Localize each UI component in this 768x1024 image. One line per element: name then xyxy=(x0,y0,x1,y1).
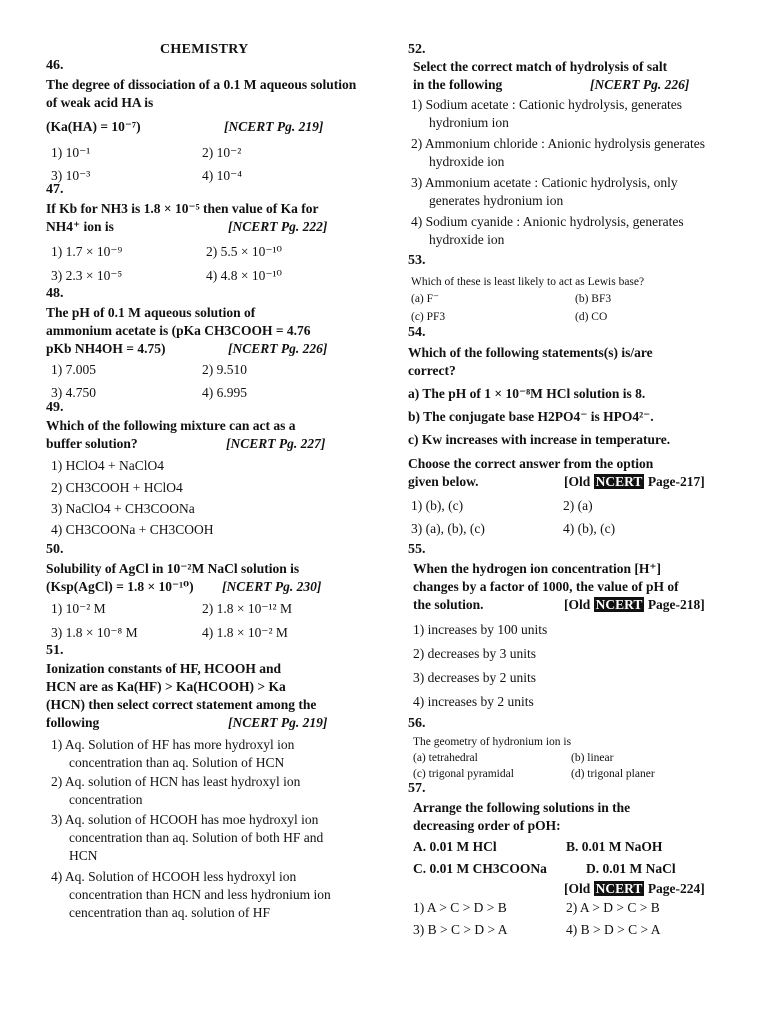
subject-heading: CHEMISTRY xyxy=(160,42,249,57)
q55-stem-line1: When the hydrogen ion concentration [H⁺] xyxy=(413,561,662,576)
q46-option-3: 3) 10⁻³ xyxy=(51,168,91,183)
q50-option-3: 3) 1.8 × 10⁻⁸ M xyxy=(51,625,138,640)
q52-reference: [NCERT Pg. 226] xyxy=(590,77,690,92)
q49-option-1: 1) HClO4 + NaClO4 xyxy=(51,458,164,473)
q48-stem-line3: pKb NH4OH = 4.75) xyxy=(46,341,166,356)
q52-option-2: 2) Ammonium chloride : Anionic hydrolysis generates hydroxide ion xyxy=(411,136,705,169)
q48-number: 48. xyxy=(46,286,64,301)
q50-option-2: 2) 1.8 × 10⁻¹² M xyxy=(202,601,292,616)
q49-stem-line1: Which of the following mixture can act as a xyxy=(46,418,296,433)
q51-reference: [NCERT Pg. 219] xyxy=(228,715,328,730)
q57-number: 57. xyxy=(408,781,426,796)
q56-stem: The geometry of hydronium ion is xyxy=(413,736,572,748)
q46-given: (Ka(HA) = 10⁻⁷) xyxy=(46,119,141,134)
q52-option-1: 1) Sodium acetate : Cationic hydrolysis, generates hydronium ion xyxy=(411,97,683,130)
q51-option-4: 4) Aq. Solution of HCOOH less hydroxyl ion concentration than HCN and less hydronium ion cencentration than aq. solution of HF xyxy=(51,869,331,920)
q56-number: 56. xyxy=(408,716,426,731)
q55-stem-line2: changes by a factor of 1000, the value of pH of xyxy=(413,579,679,594)
q55-stem-line3: the solution. xyxy=(413,597,484,612)
q53-option-a: (a) F⁻ xyxy=(411,293,440,305)
q56-option-a: (a) tetrahedral xyxy=(413,752,478,764)
q57-stem-line2: decreasing order of pOH: xyxy=(413,818,561,833)
q57-stem-line1: Arrange the following solutions in the xyxy=(413,800,631,815)
q49-option-2: 2) CH3COOH + HClO4 xyxy=(51,480,183,495)
q57-solution-a: A. 0.01 M HCl xyxy=(413,839,497,854)
q47-option-4: 4) 4.8 × 10⁻¹⁰ xyxy=(206,268,282,283)
q53-number: 53. xyxy=(408,253,426,268)
q52-option-4: 4) Sodium cyanide : Anionic hydrolysis, generates hydroxide ion xyxy=(411,214,684,247)
q51-option-3: 3) Aq. solution of HCOOH has moe hydroxyl ion concentration than aq. Solution of both HF and HCN xyxy=(51,812,324,863)
q47-stem-line2: NH4⁺ ion is xyxy=(46,219,114,234)
q49-number: 49. xyxy=(46,400,64,415)
q57-option-3: 3) B > C > D > A xyxy=(413,922,508,937)
q54-stem-line2: correct? xyxy=(408,363,456,378)
q48-stem-line1: The pH of 0.1 M aqueous solution of xyxy=(46,305,256,320)
q49-reference: [NCERT Pg. 227] xyxy=(226,436,326,451)
q51-stem-line4: following xyxy=(46,715,100,730)
q48-reference: [NCERT Pg. 226] xyxy=(228,341,328,356)
q57-option-4: 4) B > D > C > A xyxy=(566,922,661,937)
q52-number: 52. xyxy=(408,42,426,57)
q57-reference: [Old NCERT Page-224] xyxy=(564,881,705,896)
q54-number: 54. xyxy=(408,325,426,340)
q47-option-2: 2) 5.5 × 10⁻¹⁰ xyxy=(206,244,282,259)
q54-reference: [Old NCERT Page-217] xyxy=(564,474,705,489)
q50-reference: [NCERT Pg. 230] xyxy=(222,579,322,594)
q52-option-3: 3) Ammonium acetate : Cationic hydrolysis, only generates hydronium ion xyxy=(411,175,678,208)
q54-statement-b: b) The conjugate base H2PO4⁻ is HPO4²⁻. xyxy=(408,409,654,424)
q48-stem-line2: ammonium acetate is (pKa CH3COOH = 4.76 xyxy=(46,323,311,338)
q48-option-2: 2) 9.510 xyxy=(202,362,247,377)
q56-option-d: (d) trigonal planer xyxy=(571,768,655,780)
q49-option-3: 3) NaClO4 + CH3COONa xyxy=(51,501,195,516)
q54-option-1: 1) (b), (c) xyxy=(411,498,464,513)
q50-stem-line2: (Ksp(AgCl) = 1.8 × 10⁻¹⁰) xyxy=(46,579,194,594)
q56-option-b: (b) linear xyxy=(571,752,614,764)
q54-statement-c: c) Kw increases with increase in temperature. xyxy=(408,432,671,447)
q57-solution-c: C. 0.01 M CH3COONa xyxy=(413,861,547,876)
q55-option-4: 4) increases by 2 units xyxy=(413,694,534,709)
q47-number: 47. xyxy=(46,182,64,197)
q50-number: 50. xyxy=(46,542,64,557)
q55-reference: [Old NCERT Page-218] xyxy=(564,597,705,612)
q52-stem-line2: in the following xyxy=(413,77,503,92)
q46-option-4: 4) 10⁻⁴ xyxy=(202,168,242,183)
q56-option-c: (c) trigonal pyramidal xyxy=(413,768,514,780)
q57-solution-d: D. 0.01 M NaCl xyxy=(586,861,676,876)
q54-choose-line1: Choose the correct answer from the option xyxy=(408,456,654,471)
q54-choose-line2: given below. xyxy=(408,474,479,489)
q57-solution-b: B. 0.01 M NaOH xyxy=(566,839,663,854)
q54-option-2: 2) (a) xyxy=(563,498,593,513)
q46-stem: The degree of dissociation of a 0.1 M aqueous solution of weak acid HA is xyxy=(46,77,357,110)
q46-option-2: 2) 10⁻² xyxy=(202,145,242,160)
q47-option-3: 3) 2.3 × 10⁻⁵ xyxy=(51,268,123,283)
q55-option-2: 2) decreases by 3 units xyxy=(413,646,536,661)
q48-option-1: 1) 7.005 xyxy=(51,362,96,377)
q51-stem-line3: (HCN) then select correct statement among the xyxy=(46,697,317,712)
q47-reference: [NCERT Pg. 222] xyxy=(228,219,328,234)
q47-stem-line1: If Kb for NH3 is 1.8 × 10⁻⁵ then value of Ka for xyxy=(46,201,319,216)
q53-option-c: (c) PF3 xyxy=(411,311,446,323)
q53-option-d: (d) CO xyxy=(575,311,608,323)
q57-option-1: 1) A > C > D > B xyxy=(413,900,507,915)
q54-option-4: 4) (b), (c) xyxy=(563,521,616,536)
q48-option-3: 3) 4.750 xyxy=(51,385,96,400)
q48-option-4: 4) 6.995 xyxy=(202,385,247,400)
q50-stem-line1: Solubility of AgCl in 10⁻²M NaCl solution is xyxy=(46,561,300,576)
q55-number: 55. xyxy=(408,542,426,557)
q53-option-b: (b) BF3 xyxy=(575,293,612,305)
q55-option-3: 3) decreases by 2 units xyxy=(413,670,536,685)
q51-option-2: 2) Aq. solution of HCN has least hydroxyl ion concentration xyxy=(51,774,301,807)
q50-option-1: 1) 10⁻² M xyxy=(51,601,106,616)
q57-option-2: 2) A > D > C > B xyxy=(566,900,660,915)
q51-stem-line2: HCN are as Ka(HF) > Ka(HCOOH) > Ka xyxy=(46,679,286,694)
q54-option-3: 3) (a), (b), (c) xyxy=(411,521,485,536)
q49-stem-line2: buffer solution? xyxy=(46,436,138,451)
q54-statement-a: a) The pH of 1 × 10⁻⁸M HCl solution is 8. xyxy=(408,386,646,401)
q52-stem-line1: Select the correct match of hydrolysis of salt xyxy=(413,59,668,74)
q51-stem-line1: Ionization constants of HF, HCOOH and xyxy=(46,661,282,676)
q49-option-4: 4) CH3COONa + CH3COOH xyxy=(51,522,214,537)
q47-option-1: 1) 1.7 × 10⁻⁹ xyxy=(51,244,123,259)
q53-stem: Which of these is least likely to act as Lewis base? xyxy=(411,276,645,288)
q54-stem-line1: Which of the following statements(s) is/are xyxy=(408,345,653,360)
q51-option-1: 1) Aq. Solution of HF has more hydroxyl ion concentration than aq. Solution of HCN xyxy=(51,737,295,770)
q46-number: 46. xyxy=(46,58,64,73)
q51-number: 51. xyxy=(46,643,64,658)
q55-option-1: 1) increases by 100 units xyxy=(413,622,548,637)
q46-option-1: 1) 10⁻¹ xyxy=(51,145,91,160)
q50-option-4: 4) 1.8 × 10⁻² M xyxy=(202,625,288,640)
q46-reference: [NCERT Pg. 219] xyxy=(224,119,324,134)
